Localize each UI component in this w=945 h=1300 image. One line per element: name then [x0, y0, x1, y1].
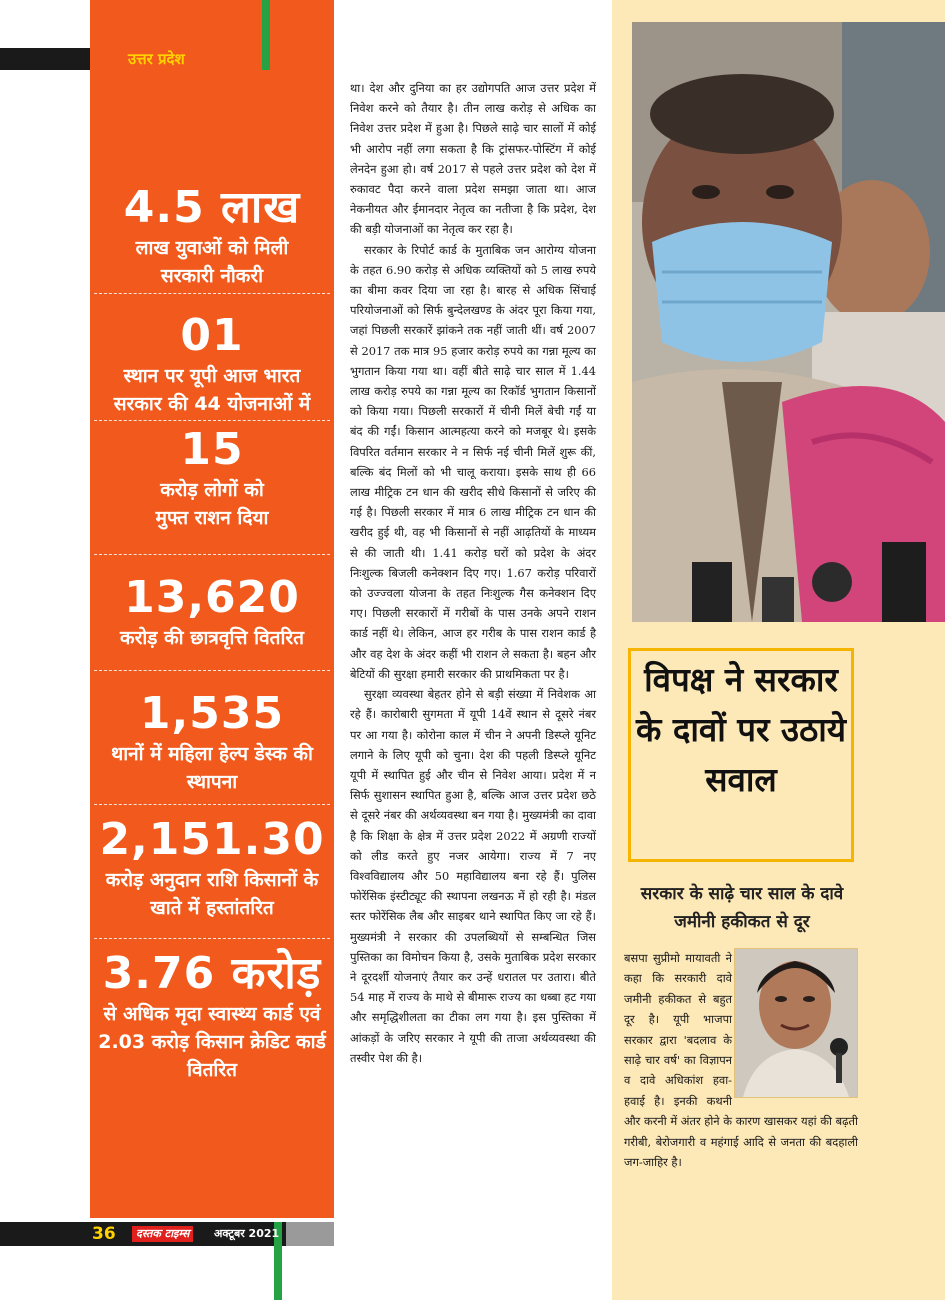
stat-item [90, 572, 334, 652]
divider [94, 293, 330, 294]
issue-date: अक्टूबर 2021 [214, 1227, 280, 1240]
stat-caption: करोड़ अनुदान राशि किसानों के खाते में हस्तांतरित [105, 869, 319, 919]
magazine-logo: दस्तक टाइम्स [132, 1226, 193, 1242]
stat-item [90, 814, 334, 922]
stat-caption: करोड़ लोगों को मुफ्त राशन दिया [155, 479, 269, 529]
article-paragraph: सुरक्षा व्यवस्था बेहतर होने से बड़ी संख्या में निवेशक आ रहे हैं। कारोबारी सुगमता में यूपी 14वें स्थान से दूसरे नंबर पर आ गया है। कोरोना काल में चीन ने अपनी डिस्प्ले यूनिट लगाने के लिए यूपी को चुना। देश की पहली डिस्प्ले यूनिट यूपी में स्थापित हुई और चीन से निवेश आया। प्रदेश में न सिर्फ सुशासन स्थापित हुआ है, बल्कि आज उत्तर प्रदेश छठे से दूसरे नंबर की अर्थव्यवस्था बन गया है। मुख्यमंत्री का दावा है कि शिक्षा के क्षेत्र में उत्तर प्रदेश 2022 में अग्रणी राज्यों को लीड करते हुए नजर आयेगा। राज्य में 7 नए विश्वविद्यालय और 50 महाविद्यालय बना रहे हैं। पुलिस फोरेंसिक इंस्टीट्यूट की स्थापना लखनऊ में हो रही है। मंडल स्तर फोरेंसिक लैब और साइबर थाने स्थापित किए जा रहे हैं। मुख्यमंत्री ने सरकार की उपलब्धियों से सम्बन्धित जिस पुस्तिका का विमोचन किया है, उसके मुताबिक प्रदेश सरकार ने दूरदर्शी योजनाएं तैयार कर उन्हें धरातल पर उतारा। बीते 54 माह में राज्य के माथे से बीमारू राज्य का धब्बा हट गया और समृद्धिशीलता का टीका लग गया है। इस पुस्तिका में आंकड़ों के जरिए सरकार ने यूपी की ताजा अर्थव्यवस्था की तस्वीर पेश की है। [350, 687, 596, 1065]
stat-number: 1,535 [139, 688, 285, 739]
stat-caption: थानों में महिला हेल्प डेस्क की स्थापना [111, 743, 313, 793]
sidebar-body [624, 948, 858, 1172]
stat-number: 15 [180, 424, 244, 475]
divider [94, 804, 330, 805]
footer-accent [286, 1222, 334, 1246]
stat-number: 13,620 [124, 572, 300, 623]
section-label: उत्तर प्रदेश [128, 50, 185, 68]
photo-illustration [632, 22, 945, 622]
portrait-space [732, 948, 858, 1108]
article-paragraph: सरकार के रिपोर्ट कार्ड के मुताबिक जन आरोग्य योजना के तहत 6.90 करोड़ से अधिक व्यक्तियों को 5 लाख रुपये का बीमा कवर दिया जा रहा है। बारह से अधिक सिंचाई परियोजनाओं को सिर्फ बुन्देलखण्ड के अंदर पूरा किया गया, जहां पिछली सरकारें झांकने तक नहीं जाती थीं। वर्ष 2007 से 2017 तक मात्र 95 हजार करोड़ रुपये का गन्ना मूल्य का भुगतान किया गया था। वहीं बीते साढ़े चार साल में 1.44 लाख करोड़ रुपये का गन्ना मूल्य का रिकॉर्ड भुगतान किसानों को किया गया। पिछली सरकारों में चीनी मिलें बेची गईं या बंद की गईं। किसान आत्महत्या करने को मजबूर थे। इसके विपरित वर्तमान सरकार ने न सिर्फ नई चीनी मिलें शुरू कीं, बल्कि बंद मिलों को भी चालू कराया। इसके साथ ही 66 लाख मीट्रिक टन धान की खरीद सीधे किसानों से जरिए की गई है। पिछली सरकार में मात्र 6 लाख मीट्रिक टन धान की खरीद हुई थी, वह भी किसानों से नहीं आढ़तियों के माध्यम से की जाती थी। 1.41 करोड़ घरों को प्रदेश के अंदर निःशुल्क बिजली कनेक्शन दिए गए। 1.67 करोड़ परिवारों को उज्ज्वला योजना के तहत निःशुल्क गैस कनेक्शन दिए गए। पिछली सरकारों में गरीबों के पास उनके अपने राशन कार्ड नहीं थे। लेकिन, आज हर गरीब के पास राशन कार्ड है और वह देश के अंदर कहीं भी राशन ले सकता है। बहन और बेटियों की सुरक्षा हमारी सरकार की प्राथमिकता पर है। [350, 242, 596, 681]
green-accent-bar [262, 0, 270, 70]
sidebar-subheading: सरकार के साढ़े चार साल के दावे जमीनी हकीकत से दूर [640, 884, 844, 932]
sidebar-paragraph: बसपा सुप्रीमो मायावती ने कहा कि सरकारी दावे जमीनी हकीकत से बहुत दूर है। यूपी भाजपा सरकार द्वारा 'बदलाव के साढ़े चार वर्ष' का विज्ञापन व दावे अधिकांश हवा-हवाई है। इनकी कथनी और करनी में अंतर होने के कारण खासकर यहां की बढ़ती गरीबी, बेरोजगारी व महंगाई आदि से जनता की बदहाली जग-जाहिर है। [624, 951, 858, 1170]
stat-item [90, 688, 334, 796]
divider [94, 420, 330, 421]
stat-caption: स्थान पर यूपी आज भारत सरकार की 44 योजनाओं में [113, 365, 311, 415]
article-body [350, 78, 596, 1068]
stat-number: 2,151.30 [99, 814, 325, 865]
stat-number: 4.5 लाख [123, 182, 301, 233]
stat-item [90, 948, 334, 1084]
divider [94, 554, 330, 555]
stat-caption: करोड़ की छात्रवृत्ति वितरित [120, 627, 304, 649]
divider [94, 938, 330, 939]
stats-column [90, 0, 334, 1218]
article-paragraph: था। देश और दुनिया का हर उद्योगपति आज उत्तर प्रदेश में निवेश करने को तैयार है। तीन लाख करोड़ से अधिक का निवेश उत्तर प्रदेश में हुआ है। पिछले साढ़े चार सालों में कोई भी आरोप नहीं लगा सकता है कि ट्रांसफर-पोस्टिंग में कोई लेनदेन हुआ हो। वर्ष 2017 से पहले उत्तर प्रदेश को देश में रुकावट पैदा करने वाला प्रदेश समझा जाता था। आज नेकनीयत और ईमानदार नेतृत्व का नतीजा है कि प्रदेश, देश की बड़ी योजनाओं का नेतृत्व कर रहा है। [350, 81, 596, 237]
stat-number: 01 [180, 310, 244, 361]
press-conference-photo [632, 22, 945, 622]
page-number: 36 [92, 1224, 116, 1244]
stat-caption: से अधिक मृदा स्वास्थ्य कार्ड एवं 2.03 करोड़ किसान क्रेडिट कार्ड वितरित [98, 1003, 326, 1081]
stat-number: 3.76 करोड़ [102, 948, 322, 999]
stat-item [90, 182, 334, 290]
opposition-headline: विपक्ष ने सरकार के दावों पर उठाये सवाल [628, 648, 854, 862]
stat-item [90, 424, 334, 532]
stat-caption: लाख युवाओं को मिली सरकारी नौकरी [135, 237, 289, 287]
stat-item [90, 310, 334, 418]
divider [94, 670, 330, 671]
